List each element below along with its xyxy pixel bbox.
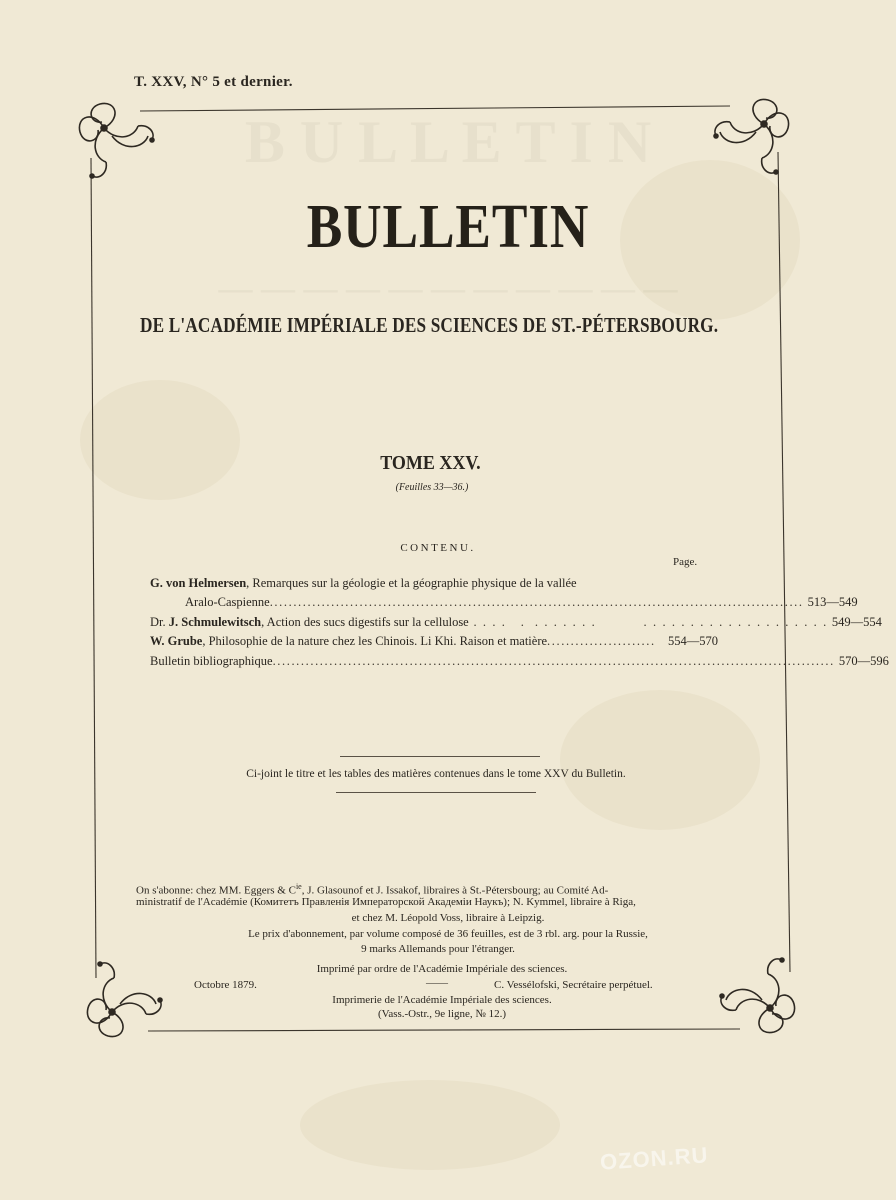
price-line-2: 9 marks Allemands pour l'étranger. <box>361 943 515 955</box>
frame-top-line <box>140 106 730 111</box>
toc-page-range: 570—596 <box>838 654 889 668</box>
toc-leader-dots: . . . . . . . . . . . . . . . . . . . . . . . . . . . . . . . . <box>468 615 828 629</box>
subscription-line-3: et chez M. Léopold Voss, libraire à Leipzig. <box>351 912 545 924</box>
toc-entry-1 <box>150 574 718 592</box>
toc-entry-3 <box>150 632 718 650</box>
imprint-dash: —— <box>426 977 448 989</box>
toc-leader-dots: ....................... <box>547 634 656 648</box>
corner-ornament-top-right <box>714 99 789 174</box>
toc-author: J. Schmulewitsch <box>168 615 262 629</box>
toc-title: , Philosophie de la nature chez les Chinois. Li Khi. Raison et matière <box>202 634 548 648</box>
toc-prefix: Dr. <box>150 615 169 629</box>
toc-page-range: 554—570 <box>668 634 718 648</box>
imprint-printer: Imprimerie de l'Académie Impériale des sciences. <box>332 994 552 1006</box>
toc-entry-2 <box>150 613 882 631</box>
toc-title: Bulletin bibliographique <box>150 654 273 668</box>
toc-title-continuation: Aralo-Caspienne <box>185 595 270 609</box>
toc-entry-1-continuation <box>185 593 858 611</box>
toc-leader-dots: ................................................................................................................. <box>269 595 804 609</box>
frame-right-line <box>778 152 790 972</box>
imprint-order: Imprimé par ordre de l'Académie Impériale des sciences. <box>316 963 568 975</box>
notice-text: Ci-joint le titre et les tables des matières contenues dans le tome XXV du Bulletin. <box>246 768 626 780</box>
imprint-secretary: C. Vessélofski, Secrétaire perpétuel. <box>494 979 653 991</box>
show-through-text: B U L L E T I N <box>244 109 652 175</box>
toc-page-range: 513—549 <box>807 595 858 609</box>
frame-left-line <box>91 158 96 978</box>
subscription-superscript: ie <box>295 882 302 891</box>
tome-label: TOME XXV. <box>380 452 481 474</box>
toc-page-range: 549—554 <box>831 615 882 629</box>
toc-author: W. Grube <box>150 634 203 648</box>
main-title: BULLETIN <box>306 193 590 261</box>
frame-bottom-line <box>148 1029 740 1031</box>
volume-label: T. XXV, N° 5 et dernier. <box>134 74 293 90</box>
imprint-date: Octobre 1879. <box>194 979 257 991</box>
site-watermark: OZON.RU <box>599 1142 710 1175</box>
price-line-1: Le prix d'abonnement, par volume composé de 36 feuilles, est de 3 rbl. arg. pour la Russie, <box>248 928 648 940</box>
toc-leader-dots: ....................................................................................................................... <box>272 654 835 668</box>
divider-rule-top <box>340 756 540 757</box>
subscription-text: , J. Glasounof et J. Issakof, libraires à St.-Pétersbourg; au Comité Ad- <box>301 884 609 897</box>
toc-title: , Remarques sur la géologie et la géographie physique de la vallée <box>246 576 577 590</box>
imprint-address: (Vass.-Ostr., 9e ligne, № 12.) <box>377 1008 507 1020</box>
subscription-line-2: ministratif de l'Académie (Комитетъ Правленія Императорской Академіи Наукъ); N. Kymmel, libraire à Riga, <box>136 896 636 908</box>
feuilles-range: (Feuilles 33—36.) <box>395 482 469 493</box>
contents-heading: CONTENU. <box>400 542 476 554</box>
show-through-text: — — — — — — — — — — — <box>218 270 678 307</box>
toc-title: , Action des sucs digestifs sur la cellulose <box>261 615 469 629</box>
page-column-heading: Page. <box>673 556 698 568</box>
academy-subtitle: DE L'ACADÉMIE IMPÉRIALE DES SCIENCES DE ST.-PÉTERSBOURG. <box>140 313 719 337</box>
toc-author: G. von Helmersen <box>150 576 247 590</box>
divider-rule-bottom <box>336 792 536 793</box>
toc-entry-4 <box>150 652 889 670</box>
subscription-text: On s'abonne: chez MM. Eggers & C <box>136 884 296 897</box>
